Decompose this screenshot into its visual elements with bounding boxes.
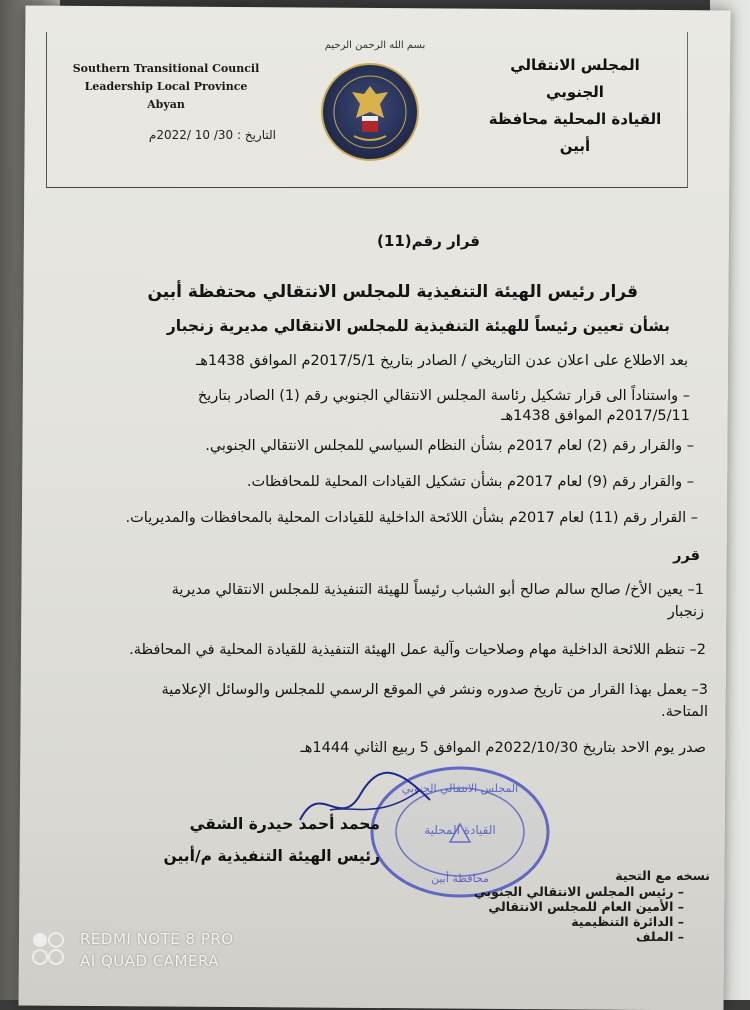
camera-watermark-text [80, 928, 234, 972]
stc-emblem-icon [318, 60, 422, 164]
stamp-text-bottom: محافظة أبين [431, 872, 489, 885]
preamble-line-1: بعد الاطلاع على اعلان عدن التاريخي / الصادر بتاريخ 2017/5/1م الموافق 1438هـ [196, 353, 688, 369]
copy-item-4: – الملف [636, 929, 684, 944]
preamble-line-4: – والقرار رقم (2) لعام 2017م بشأن النظام السياسي للمجلس الانتقالي الجنوبي. [205, 438, 694, 454]
org-en-line1: Southern Transitional Council [72, 62, 260, 75]
preamble-line-2: – واستناداً الى قرار تشكيل رئاسة المجلس الانتقالي الجنوبي رقم (1) الصادر بتاريخ [197, 388, 690, 404]
copies-heading: نسخه مع التحية [615, 868, 710, 883]
article-1-line-2: زنجبار [667, 604, 704, 620]
camera-watermark-icon [30, 930, 70, 970]
preamble-line-3: 2017/5/11م الموافق 1438هـ [501, 408, 690, 424]
copy-item-2: – الأمين العام للمجلس الانتقالي [488, 899, 684, 914]
article-2: 2– تنظم اللائحة الداخلية مهام وصلاحيات وآلية عمل الهيئة التنفيذية للقيادة المحلية في المحافظة. [129, 642, 706, 658]
article-1-line-1: 1– يعين الأخ/ صالح سالم صالح أبو الشباب رئيساً للهيئة التنفيذية للمجلس الانتقالي مديرية [171, 582, 704, 598]
letterhead-english [66, 60, 266, 114]
preamble-line-6: – القرار رقم (11) لعام 2017م بشأن اللائحة الداخلية للقيادات المحلية بالمحافظات والمديريات. [125, 510, 698, 526]
main-title: قرار رئيس الهيئة التنفيذية للمجلس الانتقالي محتفظة أبين [147, 282, 638, 302]
subject-line: بشأن تعيين رئيساً للهيئة التنفيذية للمجلس الانتقالي مديرية زنجبار [166, 317, 670, 335]
article-3-line-2: المتاحة. [661, 704, 708, 720]
watermark-line1: REDMI NOTE 8 PRO [80, 930, 234, 948]
org-ar-line2: القيادة المحلية محافظة [488, 110, 662, 128]
org-ar-line3: أبين [559, 137, 591, 155]
letterhead-date: التاريخ : 30/ 10 /2022م [148, 128, 276, 142]
org-ar-line1: المجلس الانتقالي الجنوبي [510, 56, 640, 101]
copy-item-1: – رئيس المجلس الانتقالي الجنوبي [473, 884, 684, 899]
basmala: بسم الله الرحمن الرحيم [324, 40, 426, 51]
org-en-line2: Leadership Local Province [84, 80, 248, 93]
copy-item-3: – الدائرة التنظيمية [571, 914, 684, 929]
signatory-title: رئيس الهيئة التنفيذية م/أبين [163, 847, 380, 865]
stamp-text-top: المجلس الانتقالي الجنوبي [401, 782, 519, 795]
org-en-line3: Abyan [147, 98, 185, 111]
preamble-line-5: – والقرار رقم (9) لعام 2017م بشأن تشكيل القيادات المحلية للمحافظات. [246, 474, 694, 490]
stamp-text-mid: القيادة المحلية [424, 823, 496, 837]
decided-label: قرر [673, 548, 700, 564]
issued-date: صدر يوم الاحد بتاريخ 2022/10/30م الموافق 5 ربيع الثاني 1444هـ [300, 740, 706, 756]
letterhead-arabic [480, 52, 670, 160]
watermark-line2: AI QUAD CAMERA [80, 952, 220, 970]
decision-number: قرار رقم(11) [377, 232, 480, 250]
signatory-name: محمد أحمد حيدرة الشقي [189, 815, 380, 833]
article-3-line-1: 3– يعمل بهذا القرار من تاريخ صدوره ونشر في الموقع الرسمي للمجلس والوسائل الإعلامية [161, 682, 708, 698]
